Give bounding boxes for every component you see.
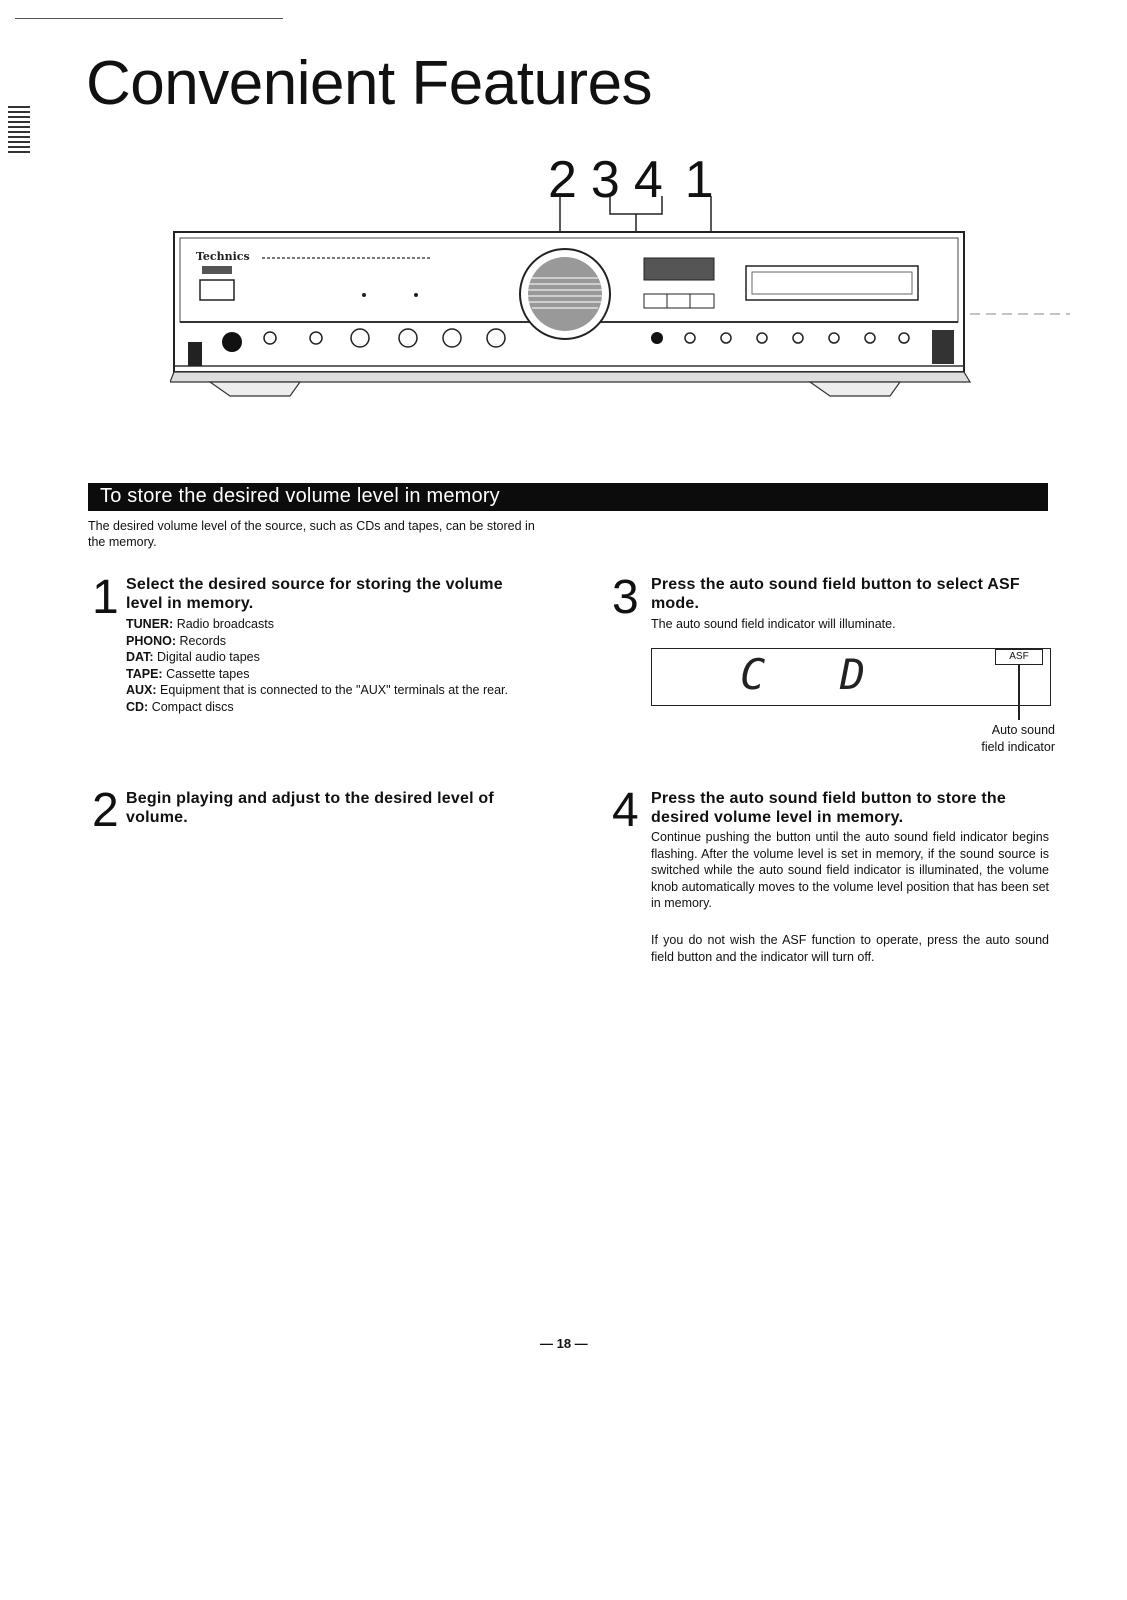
callout-2: 2 [548, 151, 577, 209]
amplifier-illustration [170, 196, 1070, 406]
step-4-heading: Press the auto sound field button to store the desired volume level in memory. [651, 790, 1006, 826]
step-3-number: 3 [612, 571, 639, 624]
step-2-heading: Begin playing and adjust to the desired level of volume. [126, 790, 494, 826]
step-1-number: 1 [92, 571, 119, 624]
step-2-number: 2 [92, 784, 119, 837]
source-item: DAT: Digital audio tapes [126, 650, 260, 664]
source-item: TUNER: Radio broadcasts [126, 617, 274, 631]
page-number: — 18 — [540, 1336, 588, 1351]
asf-indicator: ASF [995, 649, 1043, 665]
top-rule [15, 18, 283, 19]
source-item: TAPE: Cassette tapes [126, 666, 250, 681]
source-item: CD: Compact discs [126, 699, 234, 714]
step-4-number: 4 [612, 784, 639, 837]
brand-logo: Technics [196, 250, 250, 263]
step-1-source-list [126, 616, 526, 715]
source-item: PHONO: Records [126, 633, 227, 648]
callout-4: 4 [633, 151, 663, 209]
step-3-heading: Press the auto sound field button to select ASF mode. [651, 576, 1020, 612]
callout-3: 3 [590, 151, 620, 209]
section-heading: To store the desired volume level in memory [100, 485, 500, 507]
page-title: Convenient Features [86, 49, 653, 118]
display-digits: C D [740, 650, 874, 699]
step-4-body: Continue pushing the button until the auto sound field indicator begins flashing. After the volume level is set in memory, if the sound source is switched while the auto sound field indicator is illuminated, the volume knob automatically moves to the volume level position that has been set in memory. [651, 830, 1049, 910]
edge-marker-icon [8, 106, 30, 156]
step-4-body-note: If you do not wish the ASF function to operate, press the auto sound field button and the indicator will turn off. [651, 933, 1049, 964]
step-1-heading: Select the desired source for storing the volume level in memory. [126, 576, 503, 612]
source-item: AUX: Equipment that is connected to the "AUX" terminals at the rear. [126, 683, 508, 697]
asf-caption: Auto sound field indicator [981, 723, 1055, 754]
section-heading-bar [88, 483, 1048, 511]
callout-1: 1 [684, 151, 714, 209]
step-3-body: The auto sound field indicator will illuminate. [651, 617, 896, 631]
section-intro: The desired volume level of the source, such as CDs and tapes, can be stored in the memory. [88, 519, 535, 549]
asf-leader-line [1018, 664, 1020, 720]
